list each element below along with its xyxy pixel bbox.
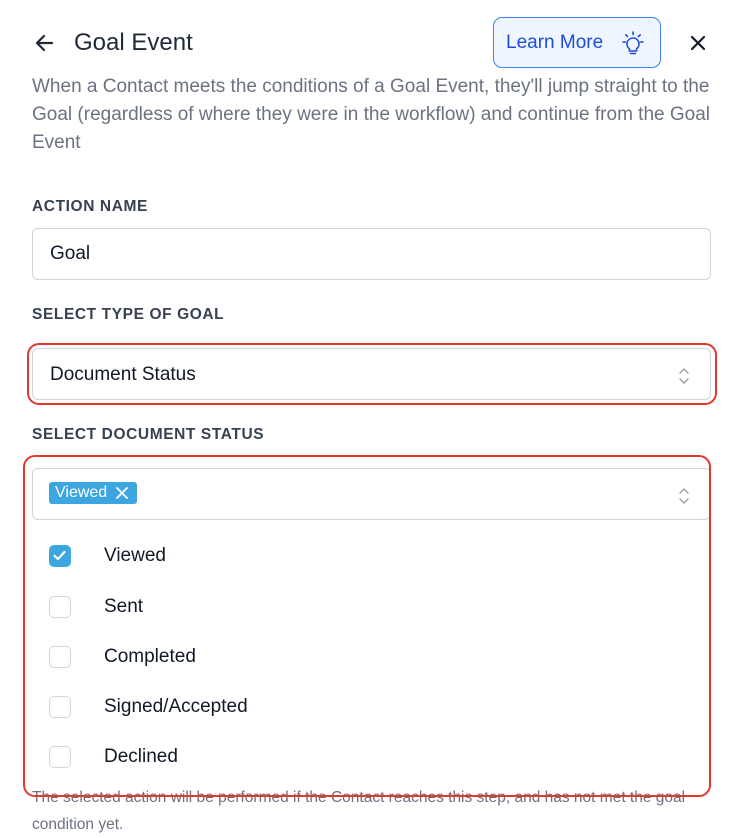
goal-type-value: Document Status [50, 364, 196, 385]
action-name-input[interactable] [32, 228, 711, 280]
document-status-highlight [23, 455, 711, 797]
goal-type-highlight [27, 343, 717, 405]
panel-header [0, 0, 756, 80]
action-name-label: ACTION NAME [32, 198, 148, 215]
goal-type-label: SELECT TYPE OF GOAL [32, 306, 225, 323]
option-label: Sent [104, 596, 144, 617]
learn-more-button[interactable] [493, 17, 661, 68]
option-label: Completed [104, 646, 196, 667]
close-button[interactable] [686, 31, 710, 55]
panel-title: Goal Event [74, 29, 193, 56]
option-label: Declined [104, 746, 178, 767]
lightbulb-icon [618, 29, 648, 59]
back-button[interactable] [32, 28, 58, 58]
learn-more-label: Learn More [506, 32, 604, 53]
goal-event-description: When a Contact meets the conditions of a Goal Event, they'll jump straight to the Goal (regardless of where they were in the workflow) and continue from the Goal Event [32, 76, 710, 153]
option-label: Signed/Accepted [104, 696, 248, 717]
option-label: Viewed [104, 545, 166, 566]
footnote-text: The selected action will be performed if the Contact reaches this step, and has not met the goal condition yet. [32, 789, 686, 833]
close-icon [686, 31, 710, 55]
tag-label: Viewed [55, 484, 108, 501]
arrow-left-icon [32, 28, 58, 58]
document-status-label: SELECT DOCUMENT STATUS [32, 426, 265, 443]
